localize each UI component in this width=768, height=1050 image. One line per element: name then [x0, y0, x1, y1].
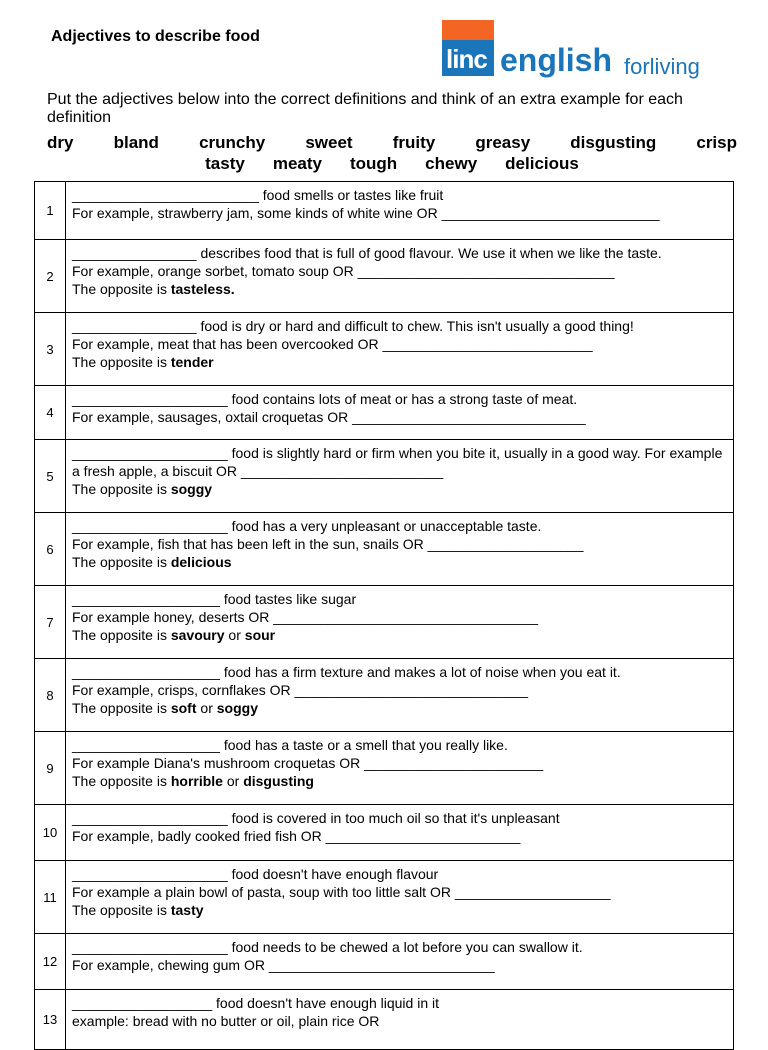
definition-text: ____________________ food doesn't have enough flavour — [72, 866, 439, 882]
opposite-word-2: soggy — [216, 700, 258, 716]
row-number: 9 — [35, 732, 66, 805]
opposite-word: tender — [170, 354, 214, 370]
table-row — [35, 990, 734, 1050]
word: dry — [47, 133, 74, 152]
row-number: 7 — [35, 586, 66, 659]
word: chewy — [425, 154, 478, 173]
logo-linc-text: linc — [446, 44, 487, 74]
opposite-line — [72, 699, 727, 717]
opposite-line — [72, 553, 727, 571]
example-text: For example, badly cooked fried fish OR _________________________ — [72, 828, 521, 844]
example-text: For example, orange sorbet, tomato soup OR _________________________________ — [72, 263, 615, 279]
word: tough — [349, 154, 398, 173]
table-row — [35, 861, 734, 934]
opposite-line — [72, 480, 727, 498]
example-text: example: bread with no butter or oil, plain rice OR — [72, 1013, 380, 1029]
linc-english-logo — [442, 20, 738, 82]
opposite-word: delicious — [170, 554, 232, 570]
row-number: 3 — [35, 313, 66, 386]
word: delicious — [505, 154, 579, 173]
opposite-word: tasteless. — [170, 281, 235, 297]
row-content — [66, 182, 734, 240]
opposite-line — [72, 353, 727, 371]
page-title: Adjectives to describe food — [51, 28, 260, 45]
definition-text: ____________________ food has a very unpleasant or unacceptable taste. — [72, 518, 542, 534]
opposite-prefix: The opposite is — [72, 627, 171, 643]
example-text: For example a plain bowl of pasta, soup with too little salt OR ____________________ — [72, 884, 611, 900]
table-row — [35, 386, 734, 440]
opposite-joiner: or — [196, 700, 217, 716]
row-number: 6 — [35, 513, 66, 586]
row-content — [66, 513, 734, 586]
row-content — [66, 805, 734, 861]
definition-text: ___________________ food has a taste or a smell that you really like. — [72, 737, 508, 753]
definition-text: ________________________ food smells or tastes like fruit — [72, 187, 444, 203]
table-row — [35, 934, 734, 990]
opposite-prefix: The opposite is — [72, 902, 171, 918]
table-row — [35, 182, 734, 240]
table-row — [35, 313, 734, 386]
row-content — [66, 659, 734, 732]
definition-text: ___________________ food has a firm texture and makes a lot of noise when you eat it. — [72, 664, 621, 680]
example-text: For example Diana's mushroom croquetas OR _______________________ — [72, 755, 544, 771]
table-row — [35, 440, 734, 513]
word: bland — [113, 133, 159, 152]
row-number: 4 — [35, 386, 66, 440]
opposite-prefix: The opposite is — [72, 554, 171, 570]
definition-text: ____________________ food is slightly hard or firm when you bite it, usually in a good way. For example a fresh apple, a biscuit OR __________________________ — [72, 445, 723, 479]
row-content — [66, 861, 734, 934]
row-number: 5 — [35, 440, 66, 513]
row-content — [66, 440, 734, 513]
opposite-prefix: The opposite is — [72, 281, 171, 297]
opposite-word: tasty — [170, 902, 204, 918]
opposite-word-2: sour — [244, 627, 276, 643]
opposite-prefix: The opposite is — [72, 481, 171, 497]
row-number: 13 — [35, 990, 66, 1050]
opposite-word: horrible — [170, 773, 223, 789]
example-text: For example, meat that has been overcooked OR ___________________________ — [72, 336, 593, 352]
opposite-joiner: or — [224, 627, 245, 643]
row-number: 10 — [35, 805, 66, 861]
word-bank-line-1 — [47, 132, 737, 153]
table-row — [35, 240, 734, 313]
word: disgusting — [570, 133, 657, 152]
opposite-word: savoury — [170, 627, 225, 643]
definition-text: ____________________ food needs to be chewed a lot before you can swallow it. — [72, 939, 583, 955]
row-content — [66, 934, 734, 990]
table-row — [35, 805, 734, 861]
row-content — [66, 313, 734, 386]
table-row — [35, 586, 734, 659]
table-row — [35, 659, 734, 732]
opposite-word: soft — [170, 700, 197, 716]
word: meaty — [272, 154, 322, 173]
row-content — [66, 586, 734, 659]
opposite-word: soggy — [170, 481, 213, 497]
row-content — [66, 386, 734, 440]
example-text: For example, sausages, oxtail croquetas OR ______________________________ — [72, 409, 586, 425]
example-text: For example, crisps, cornflakes OR ______________________________ — [72, 682, 529, 698]
word: greasy — [475, 133, 531, 152]
definitions-table — [34, 181, 734, 1050]
word-bank-line-2 — [47, 153, 737, 174]
word: fruity — [392, 133, 436, 152]
logo-box — [442, 20, 494, 76]
opposite-line — [72, 280, 727, 298]
table-row — [35, 513, 734, 586]
opposite-prefix: The opposite is — [72, 773, 171, 789]
example-text: For example, strawberry jam, some kinds of white wine OR ____________________________ — [72, 205, 660, 221]
opposite-word-2: disgusting — [243, 773, 314, 789]
definition-text: ________________ describes food that is full of good flavour. We use it when we like the taste. — [72, 245, 662, 261]
opposite-line — [72, 901, 727, 919]
opposite-joiner: or — [222, 773, 244, 789]
opposite-prefix: The opposite is — [72, 354, 171, 370]
opposite-prefix: The opposite is — [72, 700, 171, 716]
example-text: For example, chewing gum OR _____________________________ — [72, 957, 495, 973]
table-row — [35, 732, 734, 805]
row-number: 11 — [35, 861, 66, 934]
row-number: 1 — [35, 182, 66, 240]
definition-text: ________________ food is dry or hard and difficult to chew. This isn't usually a good thing! — [72, 318, 634, 334]
row-number: 12 — [35, 934, 66, 990]
row-number: 2 — [35, 240, 66, 313]
logo-stripe — [442, 20, 494, 40]
row-content — [66, 240, 734, 313]
instructions: Put the adjectives below into the correct definitions and think of an extra example for each definition — [47, 91, 683, 126]
example-text: For example honey, deserts OR __________________________________ — [72, 609, 538, 625]
word: crisp — [696, 133, 737, 152]
opposite-line — [72, 772, 727, 790]
example-text: For example, fish that has been left in the sun, snails OR ____________________ — [72, 536, 584, 552]
definition-text: __________________ food doesn't have enough liquid in it — [72, 995, 439, 1011]
row-content — [66, 732, 734, 805]
word: sweet — [305, 133, 353, 152]
logo-english-text: english — [500, 42, 613, 78]
definition-text: ____________________ food is covered in too much oil so that it's unpleasant — [72, 810, 560, 826]
word: crunchy — [199, 133, 266, 152]
word: tasty — [205, 154, 245, 173]
definition-text: ____________________ food contains lots of meat or has a strong taste of meat. — [72, 391, 578, 407]
definition-text: ___________________ food tastes like sugar — [72, 591, 357, 607]
logo-forliving-text: forliving — [624, 54, 700, 79]
row-number: 8 — [35, 659, 66, 732]
row-content — [66, 990, 734, 1050]
word-bank — [47, 132, 737, 174]
opposite-line — [72, 626, 727, 644]
